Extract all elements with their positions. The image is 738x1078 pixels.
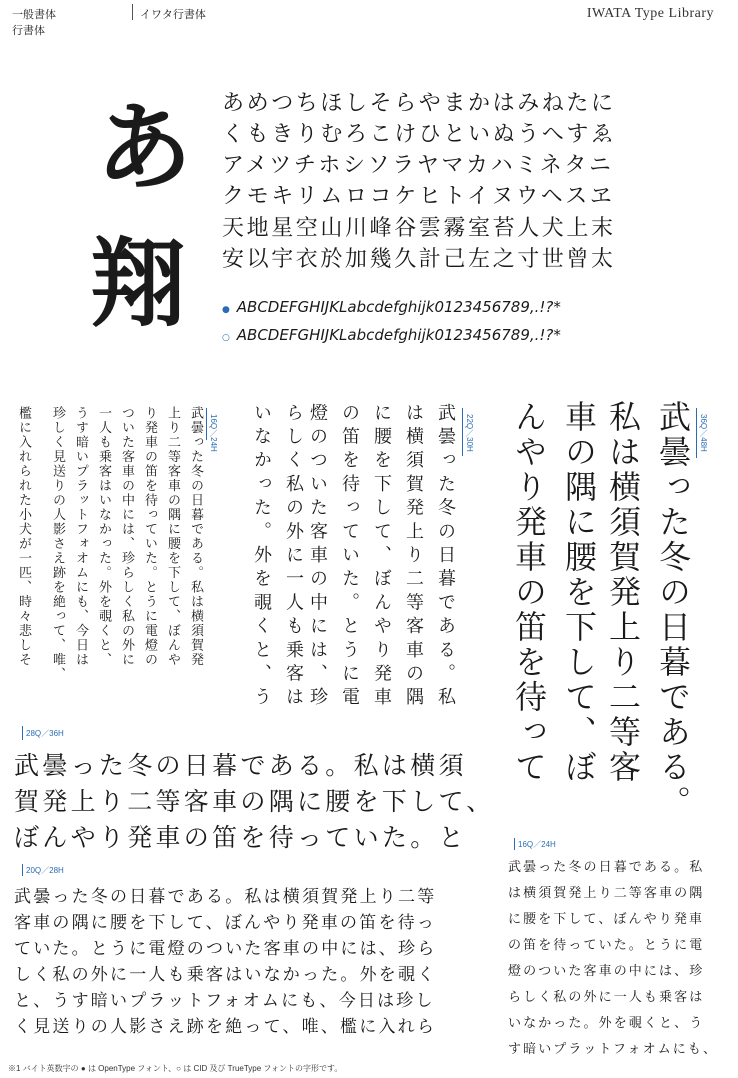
- text-column: 武曇った冬の日暮である。私は横須賀発: [188, 406, 203, 667]
- size-tag-line: [514, 838, 515, 850]
- text-line: は横須賀発上り二等客車の隅: [508, 886, 705, 901]
- alphanumeric-opentype-text: ABCDEFGHIJKLabcdefghijk0123456789,.!?*: [236, 298, 561, 316]
- size-tag-line: [462, 408, 463, 456]
- big-char-sho: 翔: [90, 227, 186, 340]
- text-column: 私は横須賀発上り二等客: [604, 400, 642, 785]
- size-tag-line: [206, 408, 207, 440]
- text-column: ついた客車の中には、珍らしく私の外に: [119, 406, 134, 667]
- text-column: り発車の笛を待っていた。とうに電燈の: [142, 406, 157, 667]
- charset-row: くもきりむろこけひといぬうへすゑ: [222, 122, 616, 147]
- text-line: ぼんやり発車の笛を待っていた。と: [14, 823, 467, 852]
- text-line: 燈のついた客車の中には、珍: [508, 964, 705, 979]
- text-column: 武曇った冬の日暮である。: [654, 400, 692, 820]
- size-tag-h28: 28Q／36H: [26, 729, 64, 738]
- size-tag-line: [22, 864, 23, 876]
- category-label: 一般書体: [12, 9, 56, 21]
- text-column: 上り二等客車の隅に腰を下して、ぼんや: [165, 406, 180, 667]
- size-tag-line: [696, 408, 697, 458]
- alphanumeric-truetype-text: ABCDEFGHIJKLabcdefghijk0123456789,.!?*: [236, 326, 561, 344]
- text-line: いなかった。外を覗くと、う: [508, 1016, 705, 1031]
- size-tag-line: [22, 726, 23, 740]
- text-line: 武曇った冬の日暮である。私は横須賀発上り二等: [14, 887, 437, 907]
- footnote: ※1 バイト英数字の ● は OpenType フォント、○ は CID 及び TrueType フォントの字形です。: [8, 1064, 343, 1073]
- charset-row: 安以宇衣於加幾久計己左之寸世曾太: [222, 247, 616, 272]
- text-line: 武曇った冬の日暮である。私は横須: [14, 751, 467, 780]
- font-name: イワタ行書体: [140, 9, 206, 21]
- text-column: 車の隅に腰を下して、ぼ: [560, 400, 598, 785]
- text-line: 客車の隅に腰を下して、ぼんやり発車の笛を待っ: [14, 913, 437, 933]
- text-column: いなかった。外を覗くと、う: [251, 403, 272, 712]
- text-column: らしく私の外に一人も乗客は: [283, 403, 304, 712]
- text-column: は横須賀発上り二等客車の隅: [403, 403, 424, 712]
- text-column: 珍しく見送りの人影さえ跡を絶って、唯、: [50, 406, 65, 682]
- text-line: と、うす暗いプラットフォオムにも、今日は珍し: [14, 991, 435, 1011]
- text-line: の笛を待っていた。とうに電: [508, 938, 705, 953]
- text-column: 燈のついた客車の中には、珍: [307, 403, 328, 712]
- header-divider: [132, 4, 133, 20]
- text-column: んやり発車の笛を待って: [510, 400, 548, 785]
- category-sublabel: 行書体: [12, 25, 45, 37]
- text-column: うす暗いプラットフォオムにも、今日は: [73, 406, 88, 667]
- charset-row: クモキリムロコケヒトイヌウヘスヱ: [222, 184, 615, 209]
- charset-row: あめつちほしそらやまかはみねたに: [222, 91, 616, 116]
- text-column: 武曇った冬の日暮である。私: [435, 403, 456, 712]
- text-column: の笛を待っていた。とうに電: [339, 403, 360, 712]
- truetype-bullet-icon: ○: [222, 333, 230, 343]
- opentype-bullet-icon: ●: [222, 305, 230, 315]
- text-column: 一人も乗客はいなかった。外を覗くと、: [96, 406, 111, 667]
- text-line: ていた。とうに電燈のついた客車の中には、珍ら: [14, 939, 437, 959]
- charset-row: 天地星空山川峰谷雲霧室苔人犬上末: [222, 216, 616, 241]
- text-column: に腰を下して、ぼんやり発車: [371, 403, 392, 712]
- text-column: 檻に入れられた小犬が一匹、時々悲しそ: [16, 406, 31, 667]
- big-char-a: あ: [96, 91, 192, 204]
- size-tag-h16: 16Q／24H: [518, 840, 556, 849]
- text-line: く見送りの人影さえ跡を絶って、唯、檻に入れら: [14, 1017, 437, 1037]
- text-line: に腰を下して、ぼんやり発車: [508, 912, 705, 927]
- size-tag-v16: 16Q／24H: [209, 414, 218, 452]
- brand-title: IWATA Type Library: [586, 6, 714, 21]
- alphanumeric-opentype: [222, 298, 561, 316]
- text-line: 武曇った冬の日暮である。私: [508, 860, 705, 875]
- text-line: らしく私の外に一人も乗客は: [508, 990, 705, 1005]
- size-tag-v22: 22Q／30H: [465, 414, 474, 452]
- text-line: す暗いプラットフォオムにも、: [508, 1042, 719, 1057]
- text-line: 賀発上り二等客車の隅に腰を下して、: [14, 787, 495, 816]
- size-tag-h20: 20Q／28H: [26, 866, 64, 875]
- alphanumeric-truetype: [222, 326, 561, 344]
- charset-row: アメツチホシソラヤマカハミネタニ: [222, 153, 614, 178]
- size-tag-v36: 36Q／48H: [699, 414, 708, 452]
- text-line: しく私の外に一人も乗客はいなかった。外を覗く: [14, 965, 437, 985]
